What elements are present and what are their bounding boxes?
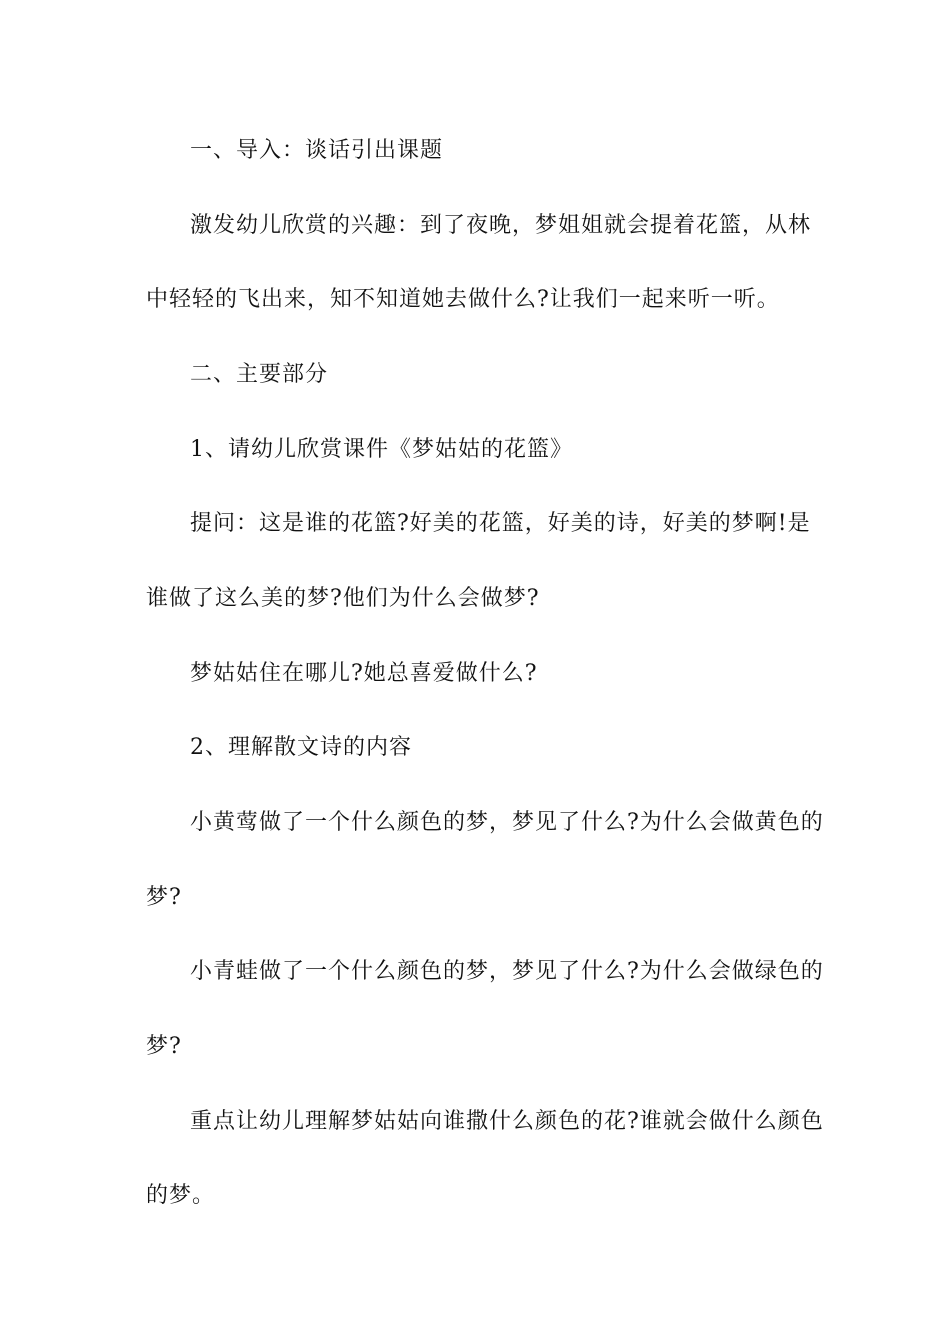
subheading-2: 2、理解散文诗的内容 bbox=[190, 735, 412, 760]
paragraph-line: 梦? bbox=[146, 1034, 182, 1059]
paragraph-line: 的梦。 bbox=[146, 1183, 216, 1208]
paragraph-line: 小黄莺做了一个什么颜色的梦，梦见了什么?为什么会做黄色的 bbox=[190, 810, 824, 835]
paragraph-line: 梦姑姑住在哪儿?她总喜爱做什么? bbox=[190, 661, 538, 686]
paragraph-line: 小青蛙做了一个什么颜色的梦，梦见了什么?为什么会做绿色的 bbox=[190, 959, 824, 984]
paragraph-line: 提问：这是谁的花篮?好美的花篮，好美的诗，好美的梦啊!是 bbox=[190, 511, 811, 536]
paragraph-line: 激发幼儿欣赏的兴趣：到了夜晚，梦姐姐就会提着花篮，从林 bbox=[190, 213, 812, 238]
paragraph-line: 重点让幼儿理解梦姑姑向谁撒什么颜色的花?谁就会做什么颜色 bbox=[190, 1109, 824, 1134]
paragraph-line: 中轻轻的飞出来，知不知道她去做什么?让我们一起来听一听。 bbox=[146, 287, 780, 312]
heading-intro: 一、导入：谈话引出课题 bbox=[190, 138, 444, 163]
paragraph-line: 谁做了这么美的梦?他们为什么会做梦? bbox=[146, 586, 540, 611]
subheading-1: 1、请幼儿欣赏课件《梦姑姑的花篮》 bbox=[190, 437, 573, 462]
paragraph-line: 梦? bbox=[146, 885, 182, 910]
heading-main: 二、主要部分 bbox=[190, 362, 329, 387]
